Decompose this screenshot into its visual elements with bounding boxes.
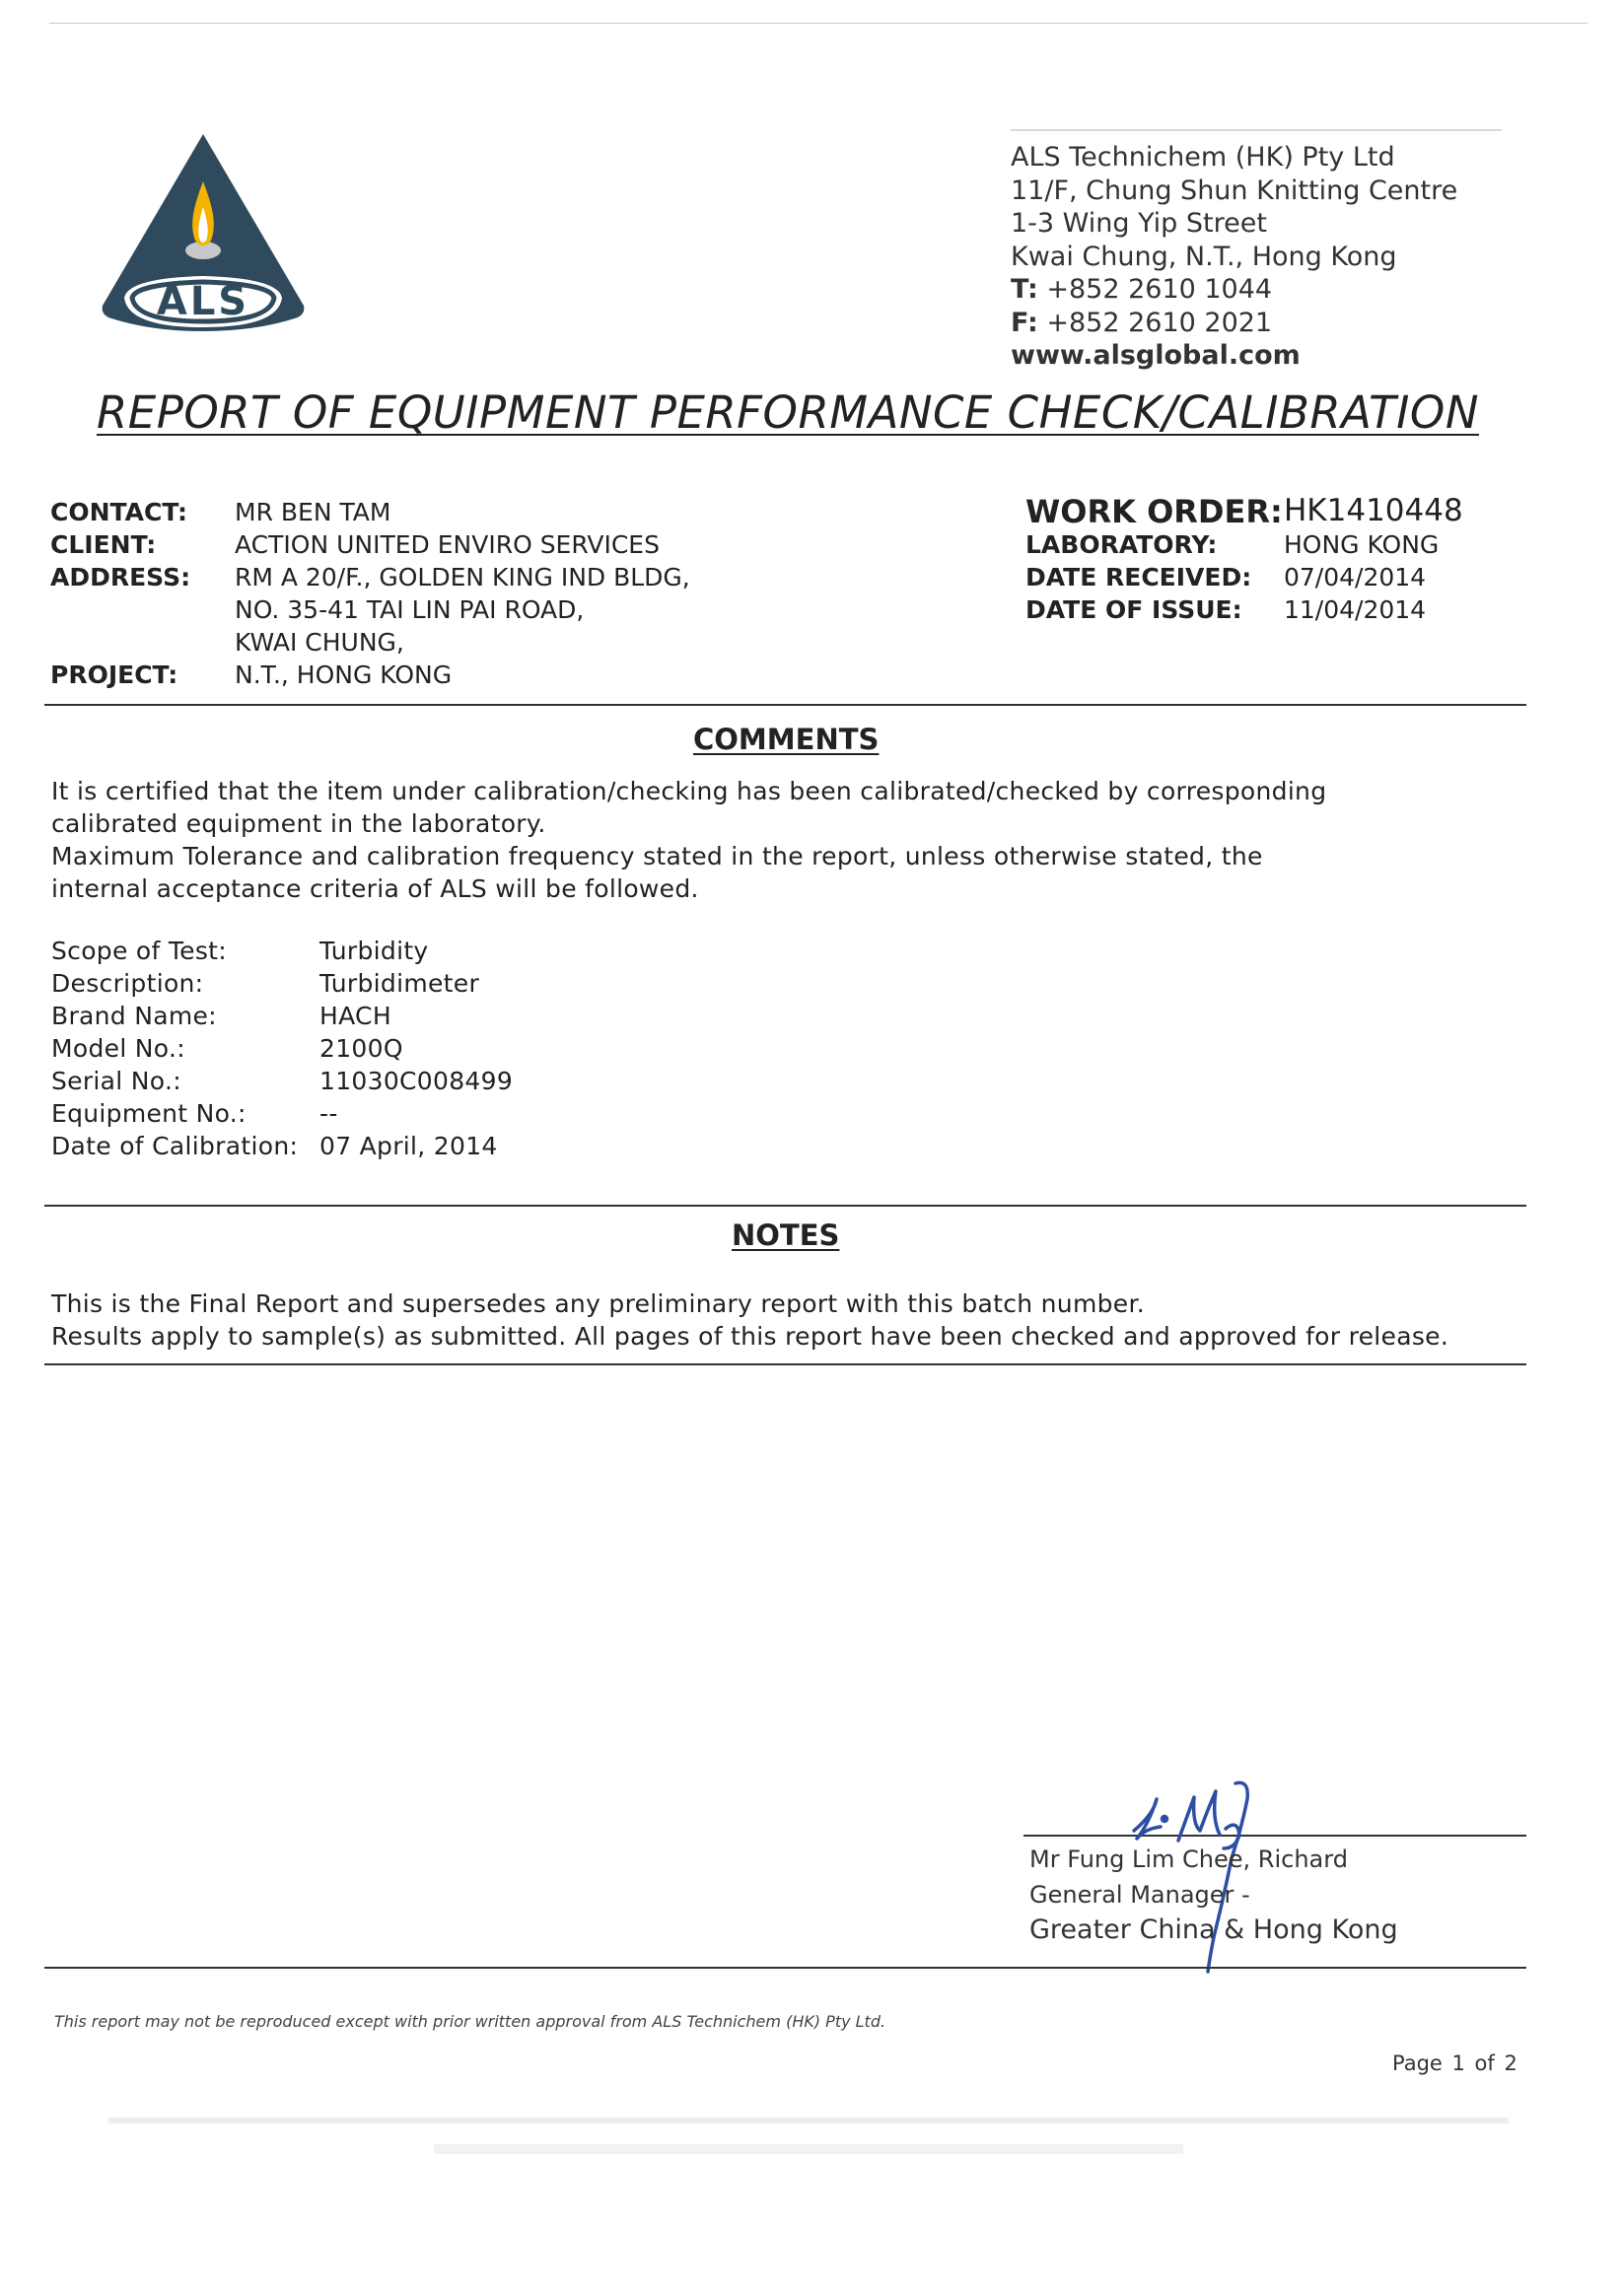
company-name: ALS Technichem (HK) Pty Ltd xyxy=(1011,142,1395,173)
logo-text: ALS xyxy=(156,279,250,324)
spec-value: Turbidimeter xyxy=(319,969,480,998)
equipment-details xyxy=(51,935,513,1162)
divider xyxy=(44,1205,1526,1207)
contact-label: CONTACT: xyxy=(50,498,188,526)
project-label: PROJECT: xyxy=(50,661,178,689)
spec-value: 07 April, 2014 xyxy=(319,1132,498,1160)
spec-value: -- xyxy=(319,1099,338,1128)
spec-row xyxy=(51,1065,513,1097)
address-label: ADDRESS: xyxy=(50,563,191,591)
notes-text xyxy=(51,1287,1448,1353)
laboratory-value: HONG KONG xyxy=(1284,530,1440,559)
spec-row xyxy=(51,1000,513,1032)
spec-row xyxy=(51,967,513,1000)
spec-label: Date of Calibration: xyxy=(51,1132,299,1160)
client-value: ACTION UNITED ENVIRO SERVICES xyxy=(235,530,660,559)
spec-value: 2100Q xyxy=(319,1034,403,1063)
als-logo xyxy=(99,130,308,335)
company-address-block xyxy=(1011,141,1457,373)
notes-line1: This is the Final Report and supersedes any preliminary report with this batch number. xyxy=(51,1289,1145,1318)
signatory-name: Mr Fung Lim Chee, Richard xyxy=(1029,1845,1348,1873)
spec-value: Turbidity xyxy=(319,937,429,965)
spec-row xyxy=(51,1032,513,1065)
spec-label: Equipment No.: xyxy=(51,1099,247,1128)
spec-value: 11030C008499 xyxy=(319,1067,514,1095)
contact-value: MR BEN TAM xyxy=(235,498,391,526)
date-of-issue-label: DATE OF ISSUE: xyxy=(1025,595,1242,624)
client-label: CLIENT: xyxy=(50,530,157,559)
footer-rule xyxy=(44,1967,1526,1969)
address-line4: N.T., HONG KONG xyxy=(235,661,453,689)
divider xyxy=(44,1363,1526,1365)
phone-number: +852 2610 1044 xyxy=(1046,274,1273,305)
signatory-title1: General Manager - xyxy=(1029,1881,1250,1909)
comments-title: COMMENTS xyxy=(693,723,880,756)
report-title: REPORT OF EQUIPMENT PERFORMANCE CHECK/CALIBRATION xyxy=(97,386,1479,439)
company-address-line2: 1-3 Wing Yip Street xyxy=(1011,208,1267,239)
company-website[interactable]: www.alsglobal.com xyxy=(1011,340,1301,371)
company-fax xyxy=(1011,307,1457,340)
spec-label: Brand Name: xyxy=(51,1002,217,1030)
phone-label: T: xyxy=(1011,274,1038,305)
signatory-title2: Greater China & Hong Kong xyxy=(1029,1914,1398,1945)
date-received-value: 07/04/2014 xyxy=(1284,563,1427,591)
spec-label: Serial No.: xyxy=(51,1067,181,1095)
notes-line2: Results apply to sample(s) as submitted. All pages of this report have been checked and approved for release. xyxy=(51,1322,1449,1351)
signatory-block xyxy=(1029,1842,1398,1948)
comments-text xyxy=(51,775,1326,905)
spec-label: Description: xyxy=(51,969,204,998)
address-line3: KWAI CHUNG, xyxy=(235,628,404,657)
fax-number: +852 2610 2021 xyxy=(1046,307,1273,338)
spec-value: HACH xyxy=(319,1002,391,1030)
date-received-label: DATE RECEIVED: xyxy=(1025,563,1252,591)
spec-row xyxy=(51,935,513,967)
address-line1: RM A 20/F., GOLDEN KING IND BLDG, xyxy=(235,563,690,591)
work-order-label: WORK ORDER: xyxy=(1025,493,1283,530)
scan-band xyxy=(434,2144,1183,2154)
address-line2: NO. 35-41 TAI LIN PAI ROAD, xyxy=(235,595,585,624)
page-number: Page 1 of 2 xyxy=(1392,2052,1517,2075)
divider xyxy=(44,704,1526,706)
comments-line3: Maximum Tolerance and calibration frequency stated in the report, unless otherwise stated, the xyxy=(51,842,1263,870)
comments-line4: internal acceptance criteria of ALS will be followed. xyxy=(51,874,699,903)
work-order-value: HK1410448 xyxy=(1284,493,1463,528)
disclaimer: This report may not be reproduced except with prior written approval from ALS Technichem (HK) Pty Ltd. xyxy=(54,2012,886,2031)
comments-line1: It is certified that the item under calibration/checking has been calibrated/checked by corresponding xyxy=(51,777,1327,805)
spec-row xyxy=(51,1097,513,1130)
scan-band xyxy=(108,2118,1509,2123)
company-address-line1: 11/F, Chung Shun Knitting Centre xyxy=(1011,174,1458,206)
fax-label: F: xyxy=(1011,307,1038,338)
laboratory-label: LABORATORY: xyxy=(1025,530,1218,559)
company-rule xyxy=(1011,129,1502,131)
company-phone xyxy=(1011,273,1457,307)
notes-title: NOTES xyxy=(732,1218,840,1252)
spec-label: Scope of Test: xyxy=(51,937,228,965)
comments-line2: calibrated equipment in the laboratory. xyxy=(51,809,546,838)
company-address-line3: Kwai Chung, N.T., Hong Kong xyxy=(1011,241,1397,272)
spec-label: Model No.: xyxy=(51,1034,185,1063)
date-of-issue-value: 11/04/2014 xyxy=(1284,595,1427,624)
spec-row xyxy=(51,1130,513,1162)
top-rule xyxy=(49,23,1588,24)
